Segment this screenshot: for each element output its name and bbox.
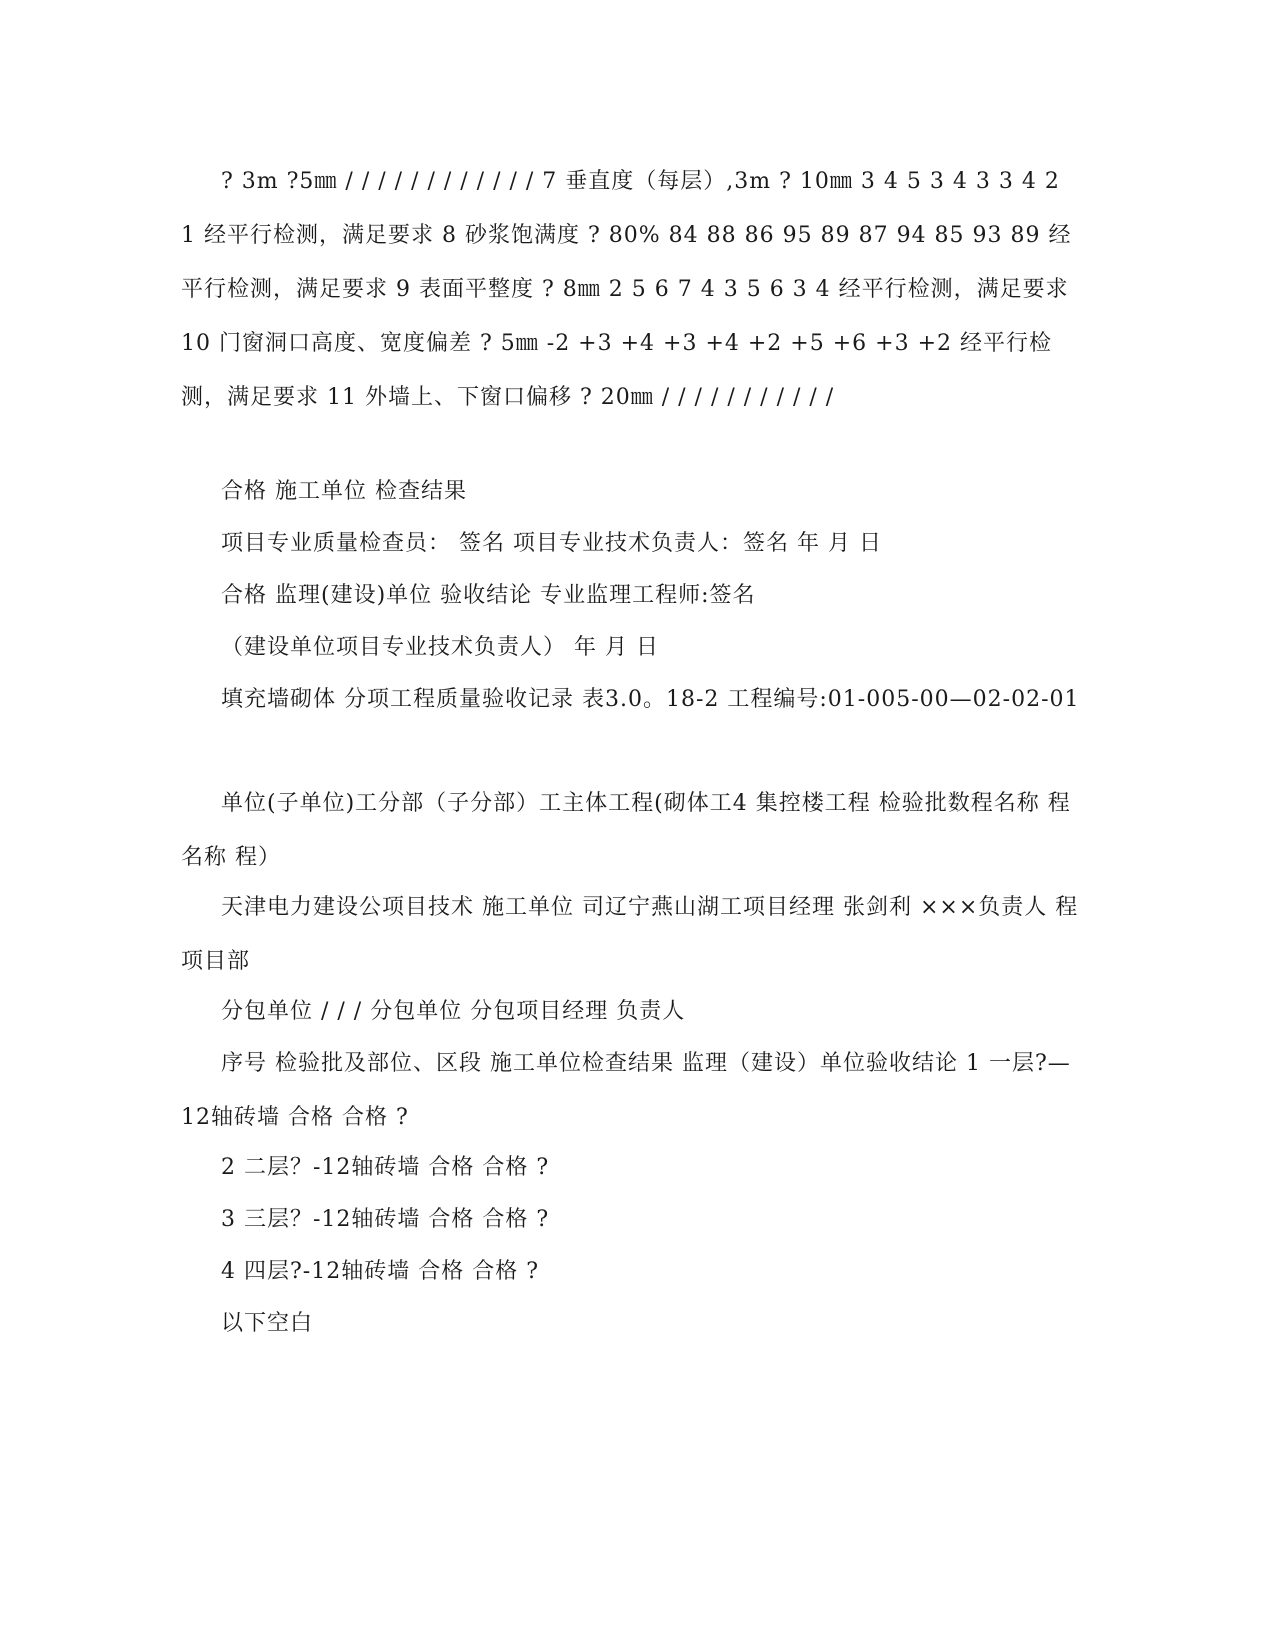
paragraph-inspector-signature: 项目专业质量检查员： 签名 项目专业技术负责人：签名 年 月 日 <box>221 531 882 556</box>
paragraph-record-title: 填充墙砌体 分项工程质量验收记录 表3.0。18-2 工程编号:01-005-00—02-02-01 <box>221 687 1080 712</box>
paragraph-construction-result: 合格 施工单位 检查结果 <box>221 479 467 504</box>
paragraph-supervision-conclusion: 合格 监理(建设)单位 验收结论 专业监理工程师:签名 <box>221 583 756 608</box>
paragraph-row-4: 4 四层?-12轴砖墙 合格 合格 ? <box>221 1259 539 1284</box>
paragraph-blank-below: 以下空白 <box>221 1311 314 1336</box>
paragraph-project-name: 单位(子单位)工分部（子分部）工主体工程(砌体工4 集控楼工程 检验批数程名称 程名称 程） <box>181 791 1071 870</box>
paragraph-row-2: 2 二层？-12轴砖墙 合格 合格 ? <box>221 1155 550 1180</box>
paragraph-row-3: 3 三层？-12轴砖墙 合格 合格 ? <box>221 1207 550 1232</box>
paragraph-owner-signature: （建设单位项目专业技术负责人） 年 月 日 <box>221 635 659 660</box>
paragraph-subcontractor: 分包单位 / / / 分包单位 分包项目经理 负责人 <box>221 999 686 1024</box>
paragraph-inspection-data: ? 3m ?5㎜ / / / / / / / / / / / / 7 垂直度（每层）,3m ? 10㎜ 3 4 5 3 4 3 3 4 2 1 经平行检测，满足要求 8 砂浆饱满度 ? 80% 84 88 86 95 89 87 94 85 93 89 经平行检测，满足要求 9 表面平整度 ? 8㎜ 2 5 6 7 4 3 5 6 3 4 经平行检测，满足要求 10 门窗洞口高度、宽度偏差 ? 5㎜ -2 +3 +4 +3 +4 +2 +5 +6 +3 +2 经平行检测，满足要求 11 外墙上、下窗口偏移 ? 20㎜ / / / / / / / / / / / <box>181 169 1072 410</box>
paragraph-construction-unit: 天津电力建设公项目技术 施工单位 司辽宁燕山湖工项目经理 张剑利 ×××负责人 程项目部 <box>181 895 1079 974</box>
paragraph-table-header: 序号 检验批及部位、区段 施工单位检查结果 监理（建设）单位验收结论 1 一层?—12轴砖墙 合格 合格 ? <box>181 1051 1071 1130</box>
